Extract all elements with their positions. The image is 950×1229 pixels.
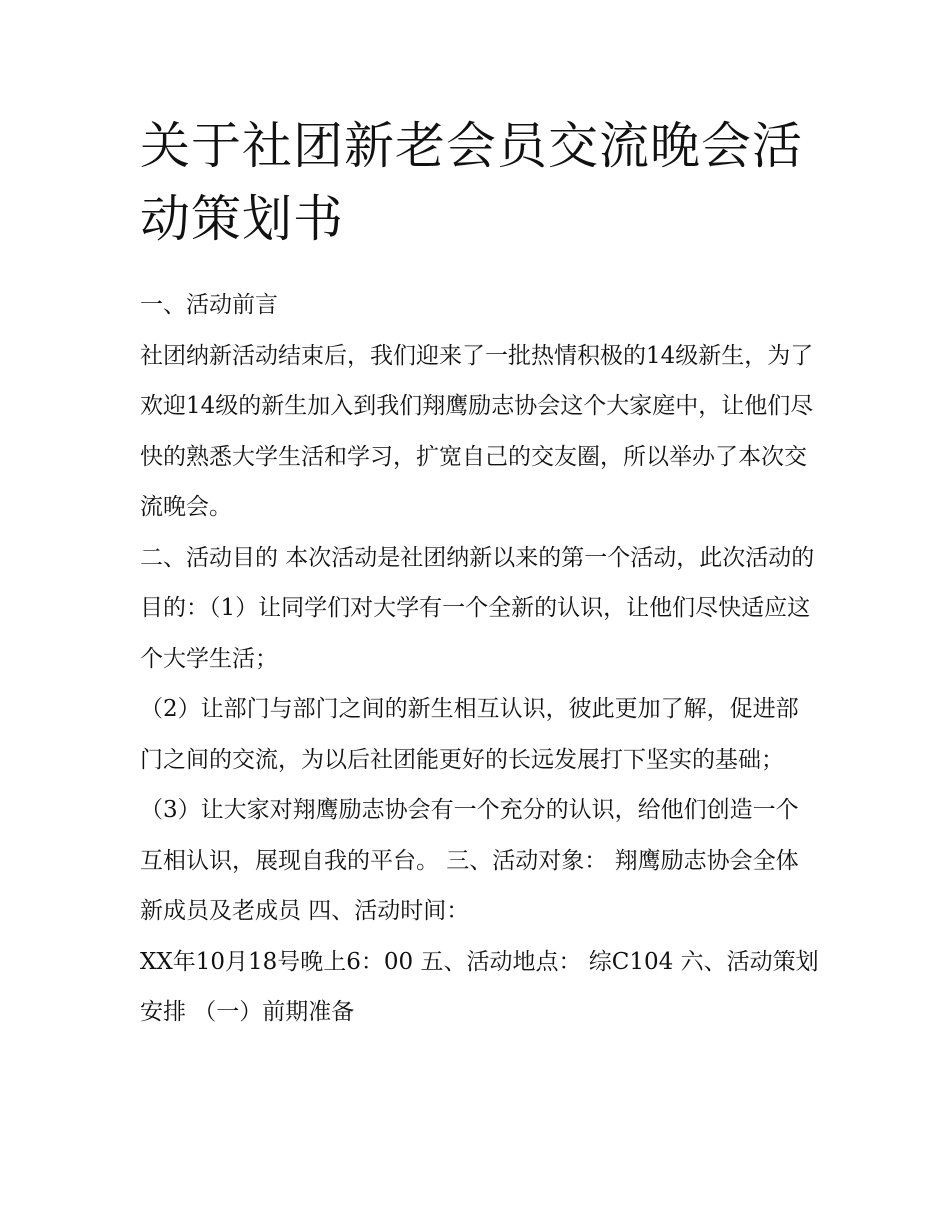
paragraph-purpose-3: （3）让大家对翔鹰励志协会有一个充分的认识，给他们创造一个互相认识，展现自我的平台。 三、活动对象： 翔鹰励志协会全体新成员及老成员 四、活动时间： [140,797,799,924]
paragraph-preface: 社团纳新活动结束后，我们迎来了一批热情积极的14级新生，为了欢迎14级的新生加入到我们翔鹰励志协会这个大家庭中，让他们尽快的熟悉大学生活和学习，扩宽自己的交友圈，所以举办了本次交流晚会。 [140,342,814,520]
section-heading-preface: 一、活动前言 [140,292,278,318]
document-body [140,110,820,1038]
paragraph-purpose: 二、活动目的 本次活动是社团纳新以来的第一个活动，此次活动的目的：（1）让同学们对大学有一个全新的认识，让他们尽快适应这个大学生活； [140,544,815,672]
document-title: 关于社团新老会员交流晚会活动策划书 [140,117,803,248]
paragraph-purpose-2: （2）让部门与部门之间的新生相互认识，彼此更加了解，促进部门之间的交流，为以后社团能更好的长远发展打下坚实的基础； [140,696,799,773]
paragraph-time-place: XX年10月18号晚上6：00 五、活动地点： 综C104 六、活动策划安排 （一）前期准备 [140,948,819,1025]
